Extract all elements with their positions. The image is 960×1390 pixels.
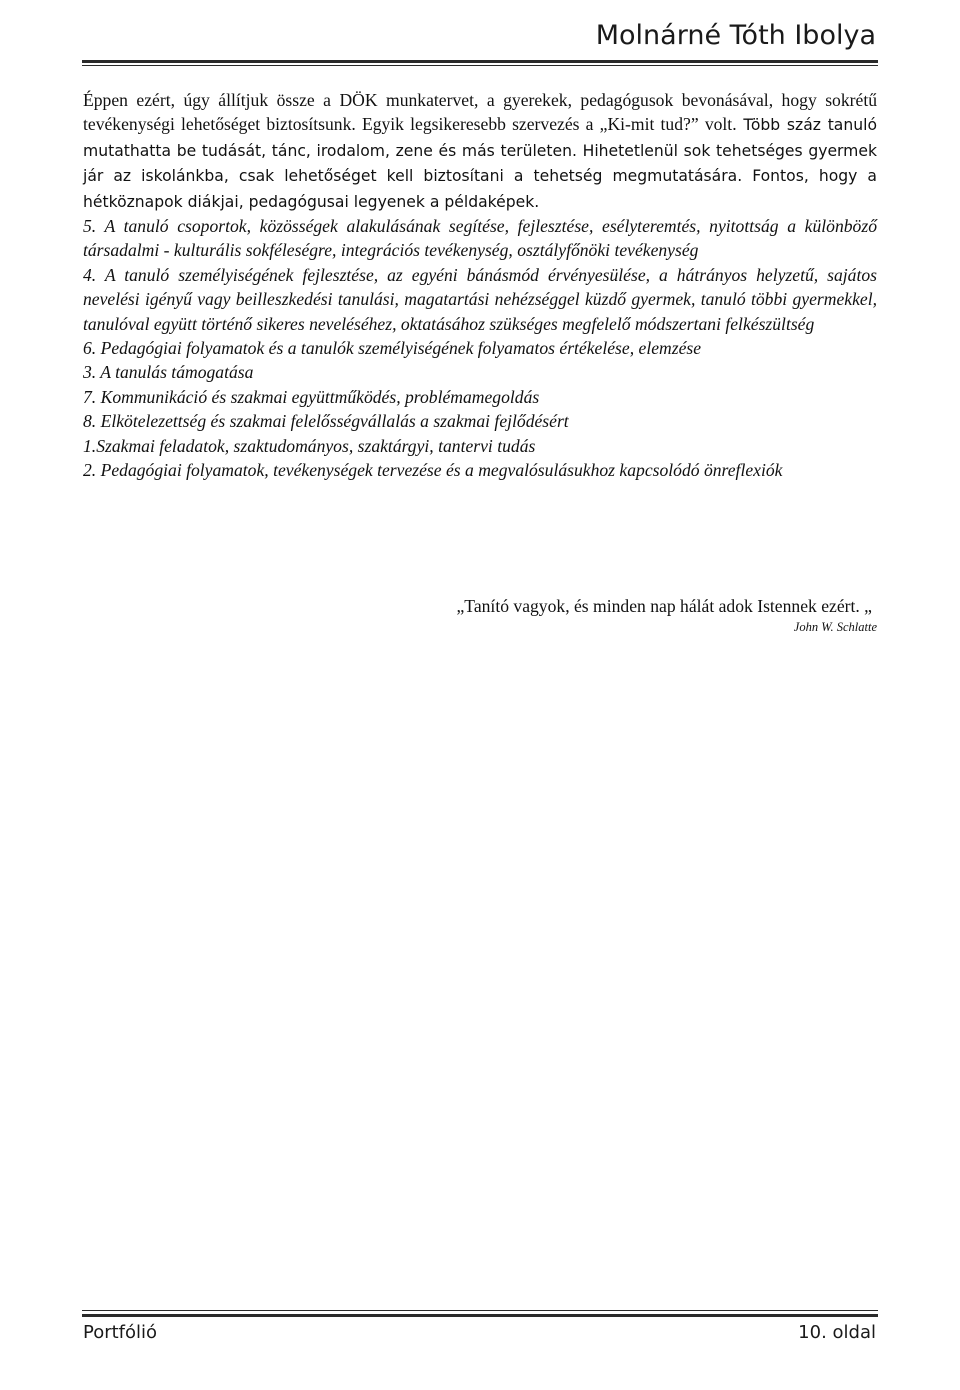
competency-item-1: 1.Szakmai feladatok, szaktudományos, szaktárgyi, tantervi tudás [83, 435, 536, 456]
competency-item-6: 6. Pedagógiai folyamatok és a tanulók személyiségének folyamatos értékelése, elemzése [83, 338, 702, 359]
header-rule-thin [82, 65, 878, 66]
intro-sentence-3: Fontos, hogy a hétköznapok diákjai, pedagógusai legyenek a példaképek. [83, 167, 877, 211]
competency-item-7: 7. Kommunikáció és szakmai együttműködés, problémamegoldás [83, 386, 540, 407]
page-number: 10. oldal [798, 1322, 876, 1343]
page-header-title: Molnárné Tóth Ibolya [595, 20, 876, 51]
competency-item-8: 8. Elkötelezettség és szakmai felelősségvállalás a szakmai fejlődésért [83, 411, 569, 432]
competency-item-2: 2. Pedagógiai folyamatok, tevékenységek tervezése és a megvalósulásukhoz kapcsolódó önreflexiók [83, 460, 783, 481]
competency-item-5: 5. A tanuló csoportok, közösségek alakulásának segítése, fejlesztése, esélyteremtés, nyitottság a különböző társadalmi - kulturális sokféleségre, integrációs tevékenység, osztályfőnöki tevékenység [83, 216, 877, 261]
competency-item-4: 4. A tanuló személyiségének fejlesztése, az egyéni bánásmód érvényesülése, a hátrányos helyzetű, sajátos nevelési igényű vagy beilleszkedési tanulási, magatartási nehézséggel küzdő gyermek, tanuló többi gyermekkel, tanulóval együtt történő sikeres neveléséhez, oktatásához szükséges megfelelő módszertani felkészültség [83, 264, 877, 334]
quote-author: John W. Schlatte [793, 620, 877, 634]
competency-item-3: 3. A tanulás támogatása [83, 362, 254, 383]
footer-rule [82, 1314, 878, 1317]
footer-rule-thin [82, 1310, 878, 1311]
intro-sentence-1: Éppen ezért, úgy állítjuk össze a DÖK munkatervet, a gyerekek, pedagógusok bevonásával, hogy sokrétű tevékenységi lehetőséget biztosítsunk. Egyik legsikeresebb szervezés a „Ki-mit tud?” volt. [83, 90, 877, 135]
intro-sentence-2: Több száz tanuló mutathatta be tudását, tánc, irodalom, zene és más területen. Hihetetlenül sok tehetséges gyermek jár az iskolánkba, csak lehetőséget kell biztosítani a tehetség megmutatására. [83, 116, 878, 186]
intro-paragraph [83, 88, 877, 214]
footer-label: Portfólió [83, 1322, 158, 1343]
page-body [83, 88, 877, 483]
quote-text: „Tanító vagyok, és minden nap hálát adok Istennek ezért. „ [456, 596, 872, 616]
header-rule [82, 60, 878, 63]
